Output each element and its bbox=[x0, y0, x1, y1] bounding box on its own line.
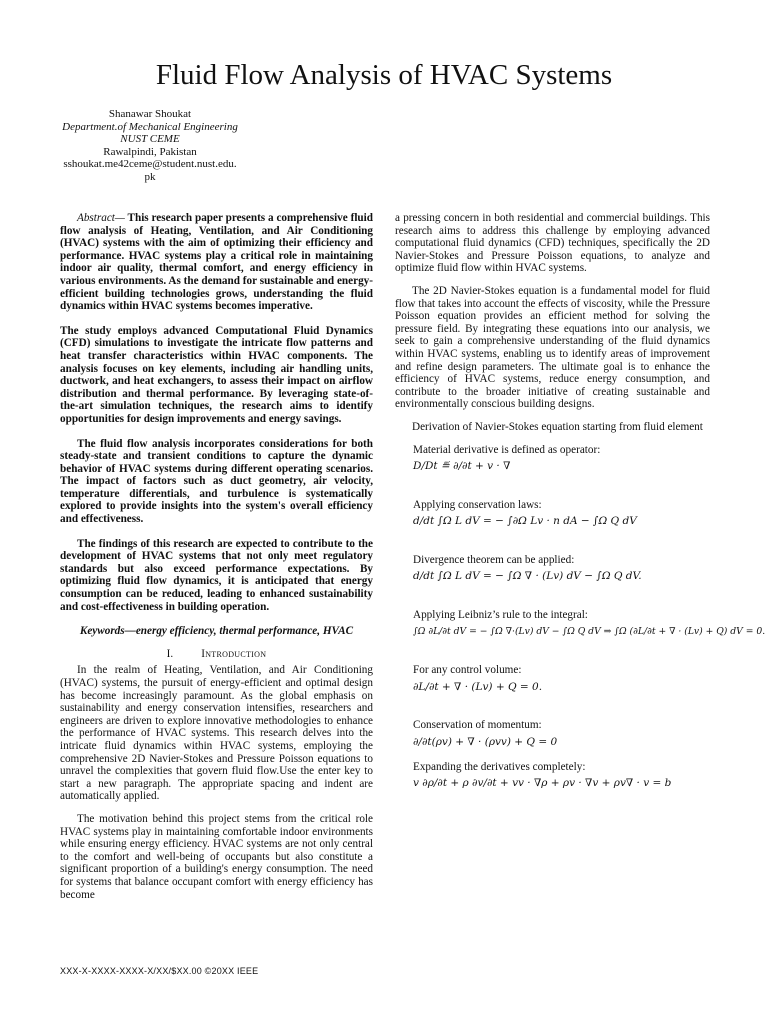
intro-paragraph-1: In the realm of Heating, Ventilation, and Air Conditioning (HVAC) systems, the pursuit of energy-efficient and optimal design has become increasingly paramount. As the global emphasis on sustainability and energy conservation intensifies, researchers and engineers are driven to explore innovative methodologies to enhance the performance of HVAC systems. This research delves into the intricate fluid dynamics within HVAC systems, employing the comprehensive 2D Navier-Stokes and Pressure Poisson equations to unravel the complexities that govern fluid flow.Use the enter key to start a new paragraph. The appropriate spacing and indent are automatically applied. bbox=[60, 664, 373, 803]
equation-label: Conservation of momentum: bbox=[413, 719, 542, 732]
equation-block-material-derivative bbox=[395, 444, 710, 473]
abstract-paragraph-4: The findings of this research are expected to contribute to the development of HVAC systems that not only meet regulatory standards but also exceed performance expectations. By optimizing fluid flow dynamics, it is anticipated that energy consumption can be reduced, leading to enhanced sustainability and cost-effectiveness in building operation. bbox=[60, 537, 373, 613]
author-location: Rawalpindi, Pakistan bbox=[103, 145, 197, 158]
keywords: Keywords—energy efficiency, thermal performance, HVAC bbox=[79, 625, 354, 638]
right-paragraph-2: The 2D Navier-Stokes equation is a fundamental model for fluid flow that takes into account the effects of viscosity, while the Pressure Poisson equation provides an efficient method for solving the pressure field. By integrating these equations into our analysis, we seek to gain a comprehensive understanding of the fluid dynamics within HVAC systems, enabling us to identify areas of improvement and refine design parameters. The ultimate goal is to enhance the efficiency of HVAC systems, reduce energy consumption, and contribute to the broader initiative of creating sustainable and environmentally conscious building designs. bbox=[395, 284, 710, 411]
author-name: Shanawar Shoukat bbox=[108, 108, 192, 120]
author-email-line1: sshoukat.me42ceme@student.nust.edu. bbox=[63, 158, 237, 170]
equation-block-expanded bbox=[395, 761, 710, 790]
author-block bbox=[50, 108, 250, 183]
equation: v ∂ρ/∂t + ρ ∂v/∂t + vv · ∇ρ + ρv · ∇v + ρv∇ · v = b bbox=[413, 777, 672, 790]
abstract-text-1: This research paper presents a comprehensive fluid flow analysis of Heating, Ventilation, and Air Conditioning (HVAC) systems with the aim of optimizing their efficiency and performance. HVAC systems play a critical role in maintaining indoor air quality, thermal comfort, and energy efficiency in various environments. As the demand for sustainable and energy-efficient building technologies grows, understanding the fluid dynamics within HVAC systems becomes imperative. bbox=[60, 212, 373, 313]
equation-block-divergence bbox=[395, 554, 710, 583]
copyright-footer: XXX-X-XXXX-XXXX-X/XX/$XX.00 ©20XX IEEE bbox=[60, 966, 259, 976]
author-email-line2: pk bbox=[144, 170, 156, 183]
equation-label: Divergence theorem can be applied: bbox=[413, 553, 575, 566]
equation: D/Dt ≝ ∂/∂t + v · ∇ bbox=[413, 460, 511, 473]
equation-label: Expanding the derivatives completely: bbox=[413, 760, 586, 773]
equation-block-conservation bbox=[395, 499, 710, 528]
equation: ∫Ω ∂L/∂t dV = − ∫Ω ∇·(Lv) dV − ∫Ω Q dV ⇒ ∫Ω (∂L/∂t + ∇ · (Lv) + Q) dV = 0. bbox=[413, 625, 766, 637]
paper-title: Fluid Flow Analysis of HVAC Systems bbox=[155, 59, 613, 91]
equation-label: Material derivative is defined as operator: bbox=[413, 443, 601, 456]
right-paragraph-1: a pressing concern in both residential and commercial buildings. This research aims to address this challenge by employing advanced computational fluid dynamics (CFD) techniques, specifically the 2D Navier-Stokes and Pressure Poisson equations, to analyze and optimize fluid flow within HVAC systems. bbox=[395, 212, 710, 275]
right-column bbox=[395, 212, 766, 790]
left-column bbox=[60, 212, 373, 913]
author-institution: NUST CEME bbox=[120, 133, 180, 145]
intro-paragraph-2: The motivation behind this project stems from the critical role HVAC systems play in maintaining comfortable indoor environments while ensuring energy efficiency. HVAC systems are not only central to the comfort and well-being of occupants but also constitute a significant proportion of a building's energy consumption. The need for systems that balance occupant comfort with energy efficiency has become bbox=[60, 812, 373, 901]
abstract-lead: Abstract— bbox=[77, 212, 125, 224]
equation-label: For any control volume: bbox=[413, 664, 522, 677]
equation-block-control-volume bbox=[395, 664, 710, 693]
derivation-intro: Derivation of Navier-Stokes equation starting from fluid element bbox=[412, 420, 703, 433]
abstract-paragraph-2: The study employs advanced Computational Fluid Dynamics (CFD) simulations to investigate the intricate flow patterns and heat transfer characteristics within HVAC components. The analysis focuses on key elements, including air handling units, ductwork, and heat exchangers, to assess their impact on airflow distribution and thermal performance. By leveraging state-of-the-art simulation techniques, the research aims to identify opportunities for design improvements and energy savings. bbox=[60, 324, 373, 425]
author-department: Department.of Mechanical Engineering bbox=[62, 120, 238, 133]
equation-block-leibniz bbox=[395, 609, 766, 638]
equation: d/dt ∫Ω L dV = − ∫Ω ∇ · (Lv) dV − ∫Ω Q dV. bbox=[413, 570, 642, 583]
equation-label: Applying Leibniz’s rule to the integral: bbox=[413, 609, 588, 622]
equation-label: Applying conservation laws: bbox=[413, 498, 542, 511]
section-number: I. bbox=[166, 647, 174, 660]
equation: d/dt ∫Ω L dV = − ∫∂Ω Lv · n dA − ∫Ω Q dV bbox=[413, 515, 637, 528]
abstract-paragraph-1 bbox=[60, 212, 373, 313]
equation: ∂L/∂t + ∇ · (Lv) + Q = 0. bbox=[413, 680, 543, 693]
equation: ∂/∂t(ρv) + ∇ · (ρvv) + Q = 0 bbox=[413, 736, 558, 749]
abstract-paragraph-3: The fluid flow analysis incorporates considerations for both steady-state and transient conditions to capture the dynamic behavior of HVAC systems during different operating scenarios. The impact of factors such as duct geometry, air velocity, temperature differentials, and turbulence is systematically explored to provide insights into the system's overall efficiency and effectiveness. bbox=[60, 437, 373, 526]
equation-block-momentum bbox=[395, 719, 710, 748]
section-heading-introduction bbox=[60, 648, 373, 661]
section-title: Introduction bbox=[201, 647, 267, 660]
